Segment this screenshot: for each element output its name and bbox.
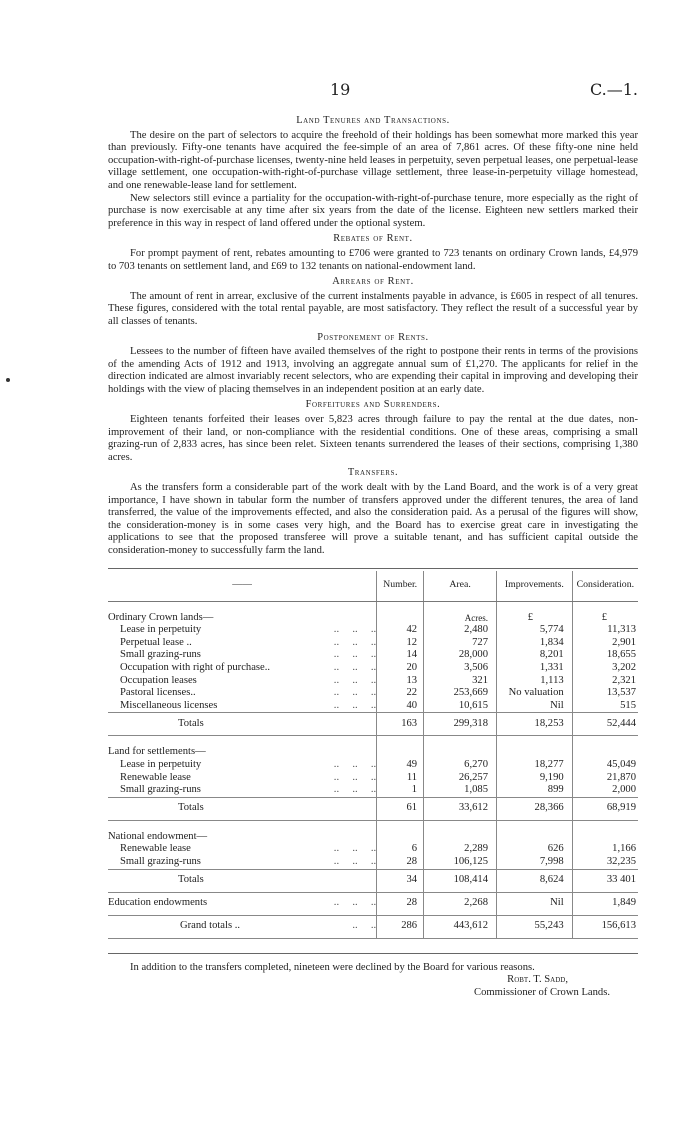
table-totals-row <box>108 869 638 892</box>
row-number: 14 <box>377 649 424 662</box>
leader-dots: .. .. .. <box>333 843 377 855</box>
endowment-rows <box>108 843 638 869</box>
totals-number: 34 <box>377 869 424 892</box>
table-totals-row <box>108 797 638 820</box>
table-top-rule <box>108 568 638 569</box>
section-title: Forfeitures and Surrenders. <box>305 399 441 411</box>
section-arrears <box>108 276 638 328</box>
education-number: 28 <box>377 892 424 915</box>
column-header-consideration: Consideration. <box>572 571 638 602</box>
row-area: 6,270 <box>424 759 497 772</box>
row-area: 3,506 <box>424 662 497 675</box>
totals-number: 61 <box>377 797 424 820</box>
row-label: Renewable lease .. .. .. <box>120 843 377 855</box>
row-area: 2,289 <box>424 843 497 856</box>
row-label: Small grazing-runs .. .. .. <box>120 855 377 867</box>
row-label: Lease in perpetuity .. .. .. <box>120 758 377 770</box>
row-improvements: 626 <box>497 843 573 856</box>
section-title: Transfers. <box>347 467 399 479</box>
table-row <box>108 856 638 869</box>
education-area: 2,268 <box>424 892 497 915</box>
row-number: 12 <box>377 637 424 650</box>
table-row <box>108 662 638 675</box>
row-area: 2,480 <box>424 624 497 637</box>
column-header-improvements: Improvements. <box>497 571 573 602</box>
units-consideration: £ <box>572 612 638 625</box>
education-improvements: Nil <box>497 892 573 915</box>
row-area: 10,615 <box>424 700 497 713</box>
paragraph: As the transfers form a considerable part of the work dealt with by the Land Board, and the work is of a very great importance, I have shown in tabular form the number of transfers approved under the different tenures, the area of land transferred, the value of the improvements effected, and also the consideration paid. As a perusal of the figures will show, the consideration-money is in some cases very high, and the Board has to exercise great care in investigating the applications to see that the proposed transferee will prove a suitable tenant, and has sufficient capital outside the consideration-money to successfully farm the land. <box>108 482 638 556</box>
row-improvements: No valuation <box>497 687 573 700</box>
table-row <box>108 624 638 637</box>
row-consideration: 3,202 <box>572 662 638 675</box>
row-improvements: 1,331 <box>497 662 573 675</box>
table-row <box>108 759 638 772</box>
transfers-table <box>108 571 638 939</box>
paragraph: Lessees to the number of fifteen have availed themselves of the right to postpone their rents in terms of the provisions of the amending Acts of 1912 and 1913, involving an aggregate annual sum of £1,270. The applicants for relief in the direction indicated are almost invariably recent selectors, who are expending their capital in improving and developing their holdings with the view of placing themselves in an independent position at an early date. <box>108 346 638 395</box>
table-row <box>108 675 638 688</box>
section-postponement <box>108 332 638 397</box>
row-number: 1 <box>377 784 424 797</box>
table-totals-row <box>108 713 638 736</box>
row-improvements: 9,190 <box>497 772 573 785</box>
group-heading: Ordinary Crown lands— <box>108 611 214 623</box>
column-header-description: —— <box>108 571 377 602</box>
ordinary-rows <box>108 624 638 713</box>
leader-dots: .. .. .. <box>333 687 377 699</box>
row-number: 11 <box>377 772 424 785</box>
totals-label: Totals <box>108 797 377 820</box>
totals-consideration: 52,444 <box>572 713 638 736</box>
education-row <box>108 892 638 915</box>
table-group-heading <box>108 746 638 759</box>
row-improvements: 18,277 <box>497 759 573 772</box>
section-transfers <box>108 467 638 557</box>
totals-improvements: 18,253 <box>497 713 573 736</box>
row-number: 40 <box>377 700 424 713</box>
section-title: Rebates of Rent. <box>333 233 413 245</box>
row-consideration: 11,313 <box>572 624 638 637</box>
section-rebates <box>108 233 638 273</box>
row-improvements: 899 <box>497 784 573 797</box>
grand-totals-number: 286 <box>377 915 424 938</box>
education-consideration: 1,849 <box>572 892 638 915</box>
totals-improvements: 8,624 <box>497 869 573 892</box>
settlements-rows <box>108 759 638 797</box>
margin-dot <box>6 378 10 382</box>
units-area: Acres. <box>424 612 497 625</box>
row-label: Lease in perpetuity .. .. .. <box>120 624 377 636</box>
leader-dots: .. .. .. <box>333 784 377 796</box>
row-area: 1,085 <box>424 784 497 797</box>
row-improvements: 5,774 <box>497 624 573 637</box>
table-group-heading <box>108 612 638 625</box>
totals-area: 108,414 <box>424 869 497 892</box>
leader-dots: .. .. .. <box>333 758 377 770</box>
row-number: 20 <box>377 662 424 675</box>
paragraph: Eighteen tenants forfeited their leases over 5,823 acres through failure to pay the rental at the due dates, non-improvement of their land, or non-compliance with the residential conditions. One of these areas, comprising a small grazing-run of 2,833 acres, has since been relet. Sixteen tenants surrendered the leases of their sections, comprising 1,380 acres. <box>108 414 638 463</box>
row-consideration: 515 <box>572 700 638 713</box>
table-row <box>108 687 638 700</box>
section-title: Arrears of Rent. <box>332 276 414 288</box>
row-consideration: 21,870 <box>572 772 638 785</box>
totals-label: Totals <box>108 713 377 736</box>
totals-area: 299,318 <box>424 713 497 736</box>
row-label: Small grazing-runs .. .. .. <box>120 649 377 661</box>
row-improvements: 1,113 <box>497 675 573 688</box>
paragraph: The desire on the part of selectors to acquire the freehold of their holdings has been somewhat more marked this year than previously. Fifty-one tenants have acquired the fee-simple of an area of 7,861 acres. Of these fifty-one nine held occupation-with-right-of-purchase licenses, twenty-nine held leases in perpetuity, seven perpetual leases, one perpetual-lease village settlement, one occupation-with-right-of-purchase village settlement, three lease-in-perpetuity village homestead, and one renewable-lease land for settlement. <box>108 129 638 191</box>
table-row <box>108 649 638 662</box>
grand-totals-area: 443,612 <box>424 915 497 938</box>
row-label: Perpetual lease .. .. .. .. <box>120 636 377 648</box>
grand-totals-label: Grand totals .. .. .. <box>108 915 377 938</box>
paragraph: The amount of rent in arrear, exclusive of the current instalments payable in advance, is £605 in respect of all tenures. These figures, considered with the total rental payable, are most satisfactory. They reflect the result of a successful year by all classes of tenants. <box>108 290 638 327</box>
education-label: Education endowments .. .. .. <box>108 892 377 915</box>
table-bottom-rule <box>108 953 638 954</box>
column-header-number: Number. <box>377 571 424 602</box>
grand-totals-improvements: 55,243 <box>497 915 573 938</box>
row-area: 321 <box>424 675 497 688</box>
row-improvements: 8,201 <box>497 649 573 662</box>
signature-name: Robt. T. Sadd, <box>507 974 568 986</box>
table-row <box>108 772 638 785</box>
table-row <box>108 784 638 797</box>
leader-dots: .. .. .. <box>333 771 377 783</box>
table-group-heading <box>108 831 638 844</box>
closing-paragraph: In addition to the transfers completed, nineteen were declined by the Board for various reasons. <box>130 961 535 973</box>
totals-label: Totals <box>108 869 377 892</box>
group-heading: Land for settlements— <box>108 746 206 758</box>
section-title: Postponement of Rents. <box>317 331 429 343</box>
row-consideration: 32,235 <box>572 856 638 869</box>
paragraph: New selectors still evince a partiality for the occupation-with-right-of-purchase tenure, more especially as the right of purchase is now exercisable at any time after six years from the date of the license. Eighteen new settlers marked their preference in this way in respect of land offered under the optional system. <box>108 192 638 229</box>
document-body <box>108 112 638 999</box>
row-number: 6 <box>377 843 424 856</box>
row-label: Small grazing-runs .. .. .. <box>120 784 377 796</box>
totals-consideration: 68,919 <box>572 797 638 820</box>
grand-totals-consideration: 156,613 <box>572 915 638 938</box>
row-label: Occupation with right of purchase.. .. .. .. <box>120 661 377 673</box>
page-number: 19 <box>330 80 351 99</box>
group-heading: National endowment— <box>108 830 208 842</box>
units-improvements: £ <box>497 612 573 625</box>
table-header-row <box>108 571 638 602</box>
row-area: 26,257 <box>424 772 497 785</box>
leader-dots: .. .. .. <box>333 674 377 686</box>
row-consideration: 1,166 <box>572 843 638 856</box>
row-improvements: Nil <box>497 700 573 713</box>
section-land-tenures <box>108 115 638 230</box>
leader-dots: .. .. .. <box>333 636 377 648</box>
row-number: 49 <box>377 759 424 772</box>
row-improvements: 1,834 <box>497 637 573 650</box>
leader-dots: .. .. .. <box>333 649 377 661</box>
row-consideration: 13,537 <box>572 687 638 700</box>
leader-dots: .. .. .. <box>333 661 377 673</box>
row-number: 13 <box>377 675 424 688</box>
row-improvements: 7,998 <box>497 856 573 869</box>
table-row <box>108 700 638 713</box>
row-label: Renewable lease .. .. .. <box>120 771 377 783</box>
row-label: Miscellaneous licenses .. .. .. <box>120 699 377 711</box>
row-area: 727 <box>424 637 497 650</box>
row-number: 42 <box>377 624 424 637</box>
row-consideration: 18,655 <box>572 649 638 662</box>
row-area: 253,669 <box>424 687 497 700</box>
leader-dots: .. .. .. <box>333 855 377 867</box>
section-title: Land Tenures and Transactions. <box>296 115 450 126</box>
table-row <box>108 637 638 650</box>
leader-dots: .. .. .. <box>333 624 377 636</box>
row-number: 22 <box>377 687 424 700</box>
row-consideration: 2,321 <box>572 675 638 688</box>
column-header-area: Area. <box>424 571 497 602</box>
table-row <box>108 843 638 856</box>
grand-totals-row <box>108 915 638 938</box>
paragraph: For prompt payment of rent, rebates amounting to £706 were granted to 723 tenants on ordinary Crown lands, £4,979 to 703 tenants on settlement land, and £69 to 132 tenants on national-endowment land. <box>108 247 638 272</box>
document-reference: C.—1. <box>589 80 638 99</box>
leader-dots: .. .. <box>352 920 377 932</box>
totals-number: 163 <box>377 713 424 736</box>
row-consideration: 2,000 <box>572 784 638 797</box>
totals-consideration: 33 401 <box>572 869 638 892</box>
row-number: 28 <box>377 856 424 869</box>
section-forfeitures <box>108 399 638 464</box>
signature-title: Commissioner of Crown Lands. <box>474 986 610 998</box>
totals-area: 33,612 <box>424 797 497 820</box>
page-header <box>0 80 700 100</box>
row-label: Pastoral licenses.. .. .. .. <box>120 687 377 699</box>
leader-dots: .. .. .. <box>333 897 377 909</box>
closing-section <box>108 962 638 1000</box>
row-consideration: 2,901 <box>572 637 638 650</box>
totals-improvements: 28,366 <box>497 797 573 820</box>
row-area: 28,000 <box>424 649 497 662</box>
row-label: Occupation leases .. .. .. <box>120 674 377 686</box>
leader-dots: .. .. .. <box>333 699 377 711</box>
row-area: 106,125 <box>424 856 497 869</box>
row-consideration: 45,049 <box>572 759 638 772</box>
